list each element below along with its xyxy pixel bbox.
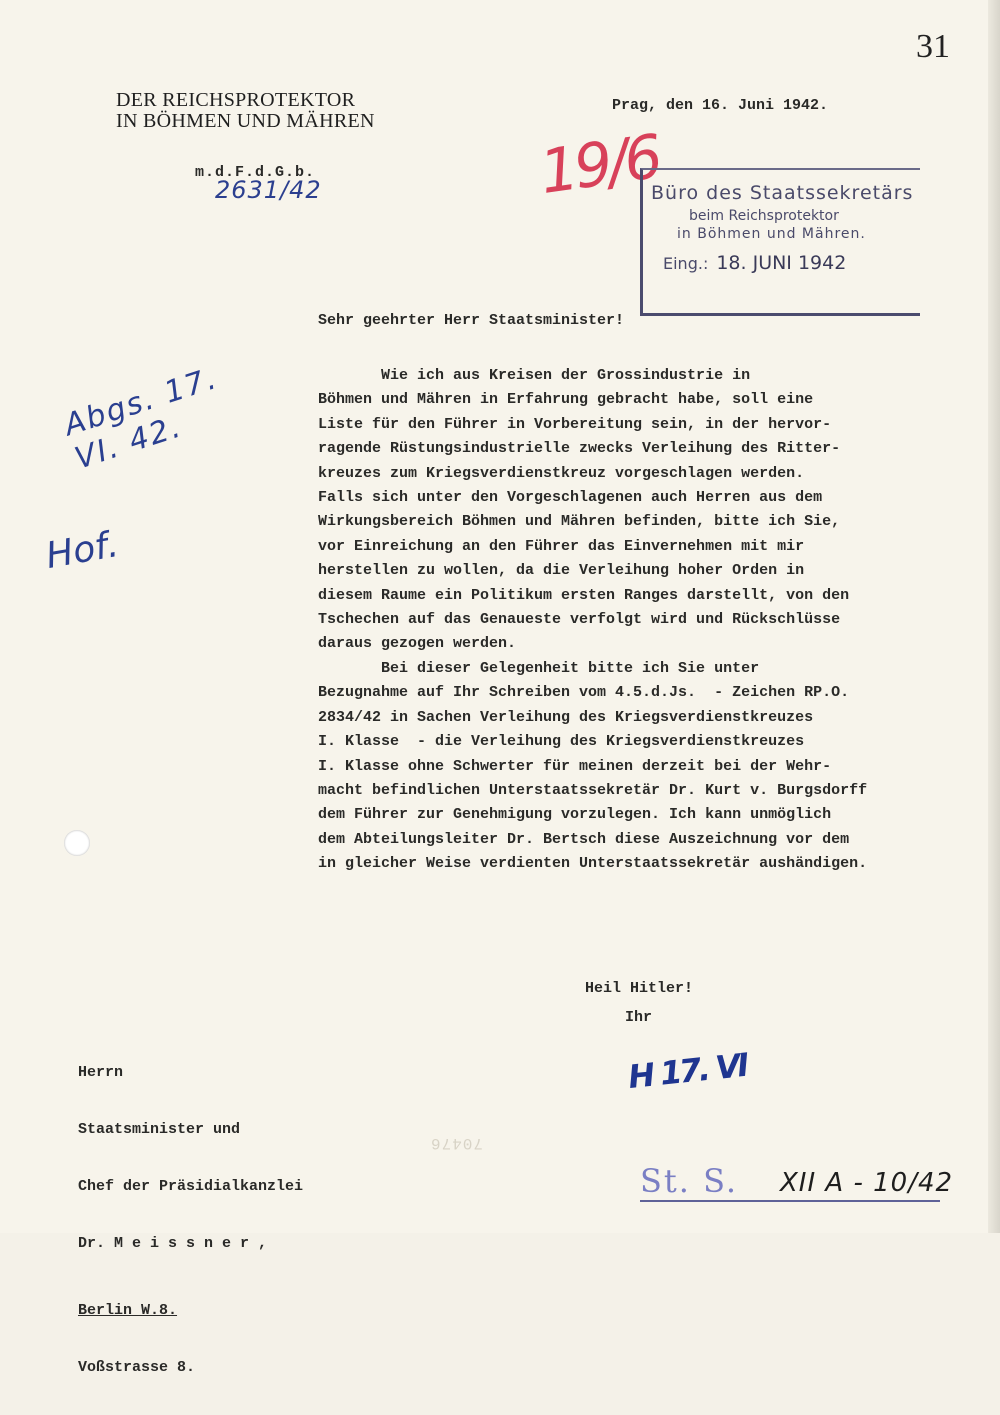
- stamp-received-row: [663, 252, 846, 274]
- stamp-line3: in Böhmen und Mähren.: [677, 226, 866, 242]
- body-line: vor Einreichung an den Führer das Einvernehmen mit mir: [318, 537, 805, 555]
- closing-greeting: Heil Hitler!: [585, 980, 694, 997]
- punch-hole: [64, 830, 90, 856]
- body-line: daraus gezogen werden.: [318, 635, 517, 653]
- body-line: I. Klasse ohne Schwerter für meinen derzeit bei der Wehr-: [318, 757, 832, 775]
- body-line: kreuzes zum Kriegsverdienstkreuz vorgeschlagen werden.: [318, 464, 805, 482]
- received-stamp: [640, 168, 920, 316]
- body-line: Wie ich aus Kreisen der Grossindustrie in: [318, 367, 751, 384]
- page-edge: [988, 0, 1000, 1233]
- body-line: Liste für den Führer in Vorbereitung sein, in der hervor-: [318, 415, 832, 433]
- letterhead: [116, 90, 375, 132]
- ghost-number: 70476: [430, 1134, 484, 1152]
- recipient-line5: Berlin W.8.: [78, 1302, 178, 1319]
- stamp-line2: beim Reichsprotektor: [689, 208, 839, 224]
- letterhead-line2: IN BÖHMEN UND MÄHREN: [116, 110, 375, 132]
- body-line: ragende Rüstungsindustrielle zwecks Verleihung des Ritter-: [318, 440, 841, 458]
- letter-body: [318, 364, 958, 877]
- salutation: Sehr geehrter Herr Staatsminister!: [318, 312, 625, 329]
- recipient-line1: Herrn: [78, 1064, 124, 1081]
- body-line: Tschechen auf das Genaueste verfolgt wird und Rückschlüsse: [318, 611, 841, 629]
- body-line: dem Abteilungsleiter Dr. Bertsch diese Auszeichnung vor dem: [318, 830, 850, 848]
- closing: [585, 974, 693, 1032]
- body-line: herstellen zu wollen, da die Verleihung hoher Orden in: [318, 562, 805, 580]
- body-line: diesem Raume ein Politikum ersten Ranges darstellt, von den: [318, 586, 850, 604]
- body-line: I. Klasse - die Verleihung des Kriegsverdienstkreuzes: [318, 733, 805, 751]
- body-line: Falls sich unter den Vorgeschlagenen auch Herren aus dem: [318, 489, 823, 507]
- file-code: m.d.F.d.G.b.: [195, 164, 316, 181]
- stamp-label: Eing.:: [663, 254, 709, 273]
- body-line: Bezugnahme auf Ihr Schreiben vom 4.5.d.Js. - Zeichen RP.O.: [318, 684, 850, 702]
- recipient-address: [78, 1025, 303, 1415]
- body-line: 2834/42 in Sachen Verleihung des Kriegsverdienstkreuzes: [318, 708, 814, 726]
- stamp-date: 18. JUNI 1942: [716, 252, 847, 274]
- signature: H 17. VI: [626, 1045, 749, 1097]
- recipient-line2: Staatsminister und: [78, 1121, 241, 1138]
- closing-ihr: Ihr: [625, 1009, 653, 1026]
- red-annotation: 19/6: [535, 122, 664, 208]
- body-line: Wirkungsbereich Böhmen und Mähren befinden, bitte ich Sie,: [318, 513, 841, 531]
- body-line: Böhmen und Mähren in Erfahrung gebracht habe, soll eine: [318, 391, 814, 409]
- stamp-line1: Büro des Staatssekretärs: [651, 182, 914, 204]
- recipient-line6: Voßstrasse 8.: [78, 1359, 196, 1376]
- page-number: 31: [916, 28, 950, 65]
- recipient-line3: Chef der Präsidialkanzlei: [78, 1178, 304, 1195]
- margin-initials: Hof.: [42, 524, 122, 577]
- letterhead-line1: DER REICHSPROTEKTOR: [116, 89, 356, 111]
- body-line: macht befindlichen Unterstaatssekretär Dr. Kurt v. Burgsdorff: [318, 781, 868, 799]
- body-line: in gleicher Weise verdienten Unterstaatssekretär aushändigen.: [318, 855, 868, 873]
- body-line: Bei dieser Gelegenheit bitte ich Sie unter: [318, 659, 760, 677]
- archive-stamp: St. S.: [640, 1162, 739, 1200]
- margin-note: Abgs. 17. VI. 42.: [60, 360, 223, 477]
- body-line: dem Führer zur Genehmigung vorzulegen. Ich kann unmöglich: [318, 806, 832, 824]
- recipient-line4: Dr. M e i s s n e r ,: [78, 1235, 268, 1252]
- archive-underline: [640, 1200, 940, 1202]
- archive-reference: XII A - 10/42: [780, 1168, 954, 1198]
- date-line: Prag, den 16. Juni 1942.: [612, 97, 829, 114]
- handwritten-file-number: 2631/42: [215, 176, 322, 204]
